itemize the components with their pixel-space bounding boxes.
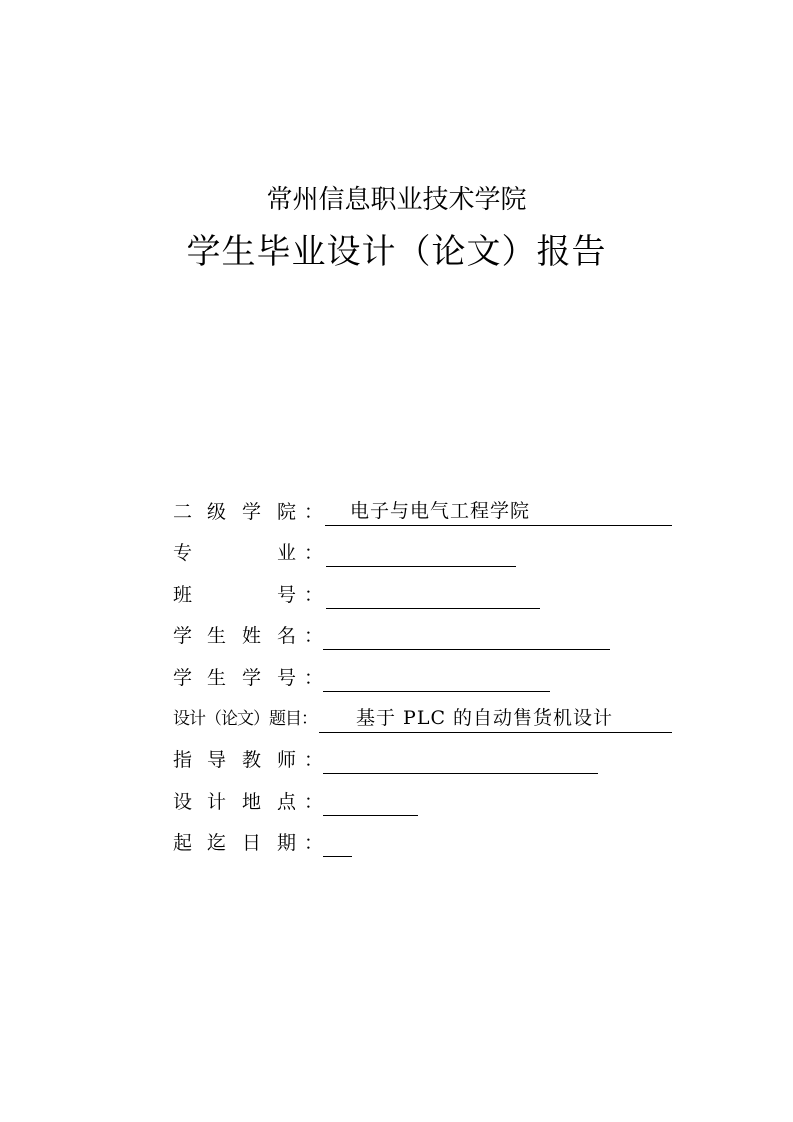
label-char: ： (304, 501, 324, 523)
label-char: 生 (207, 667, 227, 689)
location-field-line[interactable] (323, 788, 418, 816)
label-char: 起 (173, 832, 193, 854)
field-advisor (173, 746, 693, 774)
label-char: 学 (242, 501, 262, 523)
label-char: 业 (277, 542, 297, 564)
field-label (173, 788, 324, 816)
label-char: 专 (173, 542, 193, 564)
field-label (173, 539, 324, 567)
school-name: 常州信息职业技术学院 (266, 185, 527, 215)
label-char: 导 (207, 749, 227, 771)
label-char: 学 (242, 667, 262, 689)
field-major (173, 539, 693, 567)
label-char: 姓 (242, 625, 262, 647)
label-char: 地 (242, 791, 262, 813)
label-char: ： (304, 791, 324, 813)
label-char: 号 (277, 584, 297, 606)
field-topic (173, 705, 693, 733)
field-location (173, 788, 693, 816)
label-char: 点 (277, 791, 297, 813)
field-label (173, 622, 324, 650)
label-char: ： (304, 832, 324, 854)
label-char: 二 (173, 501, 193, 523)
topic-label: 设计（论文）题目： (173, 709, 317, 729)
report-title: 学生毕业设计（论文）报告 (186, 232, 607, 272)
major-field-line[interactable] (326, 539, 516, 567)
student-name-field-line[interactable] (323, 622, 610, 650)
field-label (173, 746, 324, 774)
field-college (173, 498, 693, 526)
label-char: ： (304, 749, 324, 771)
field-label (173, 829, 324, 857)
label-char: 学 (173, 667, 193, 689)
label-char: ： (304, 584, 324, 606)
label-char: 师 (277, 749, 297, 771)
label-char: 级 (207, 501, 227, 523)
label-char: 号 (277, 667, 297, 689)
class-field-line[interactable] (326, 581, 540, 609)
label-char: 计 (207, 791, 227, 813)
label-char: 设 (173, 791, 193, 813)
label-char: 迄 (207, 832, 227, 854)
field-student-id (173, 664, 693, 692)
label-char: 院 (277, 501, 297, 523)
label-char: 名 (277, 625, 297, 647)
field-class (173, 581, 693, 609)
label-char: ： (304, 667, 324, 689)
label-char: 生 (207, 625, 227, 647)
label-char: 教 (242, 749, 262, 771)
label-char: ： (304, 542, 324, 564)
advisor-field-line[interactable] (323, 746, 598, 774)
field-period (173, 829, 693, 857)
label-char: 班 (173, 584, 193, 606)
field-label (173, 498, 324, 526)
label-char: 期 (277, 832, 297, 854)
label-char: ： (304, 625, 324, 647)
period-field-line[interactable] (323, 829, 352, 857)
field-label (173, 664, 324, 692)
topic-value: 基于 PLC 的自动售货机设计 (356, 707, 614, 729)
field-student-name (173, 622, 693, 650)
college-value: 电子与电气工程学院 (350, 500, 531, 522)
label-char: 学 (173, 625, 193, 647)
label-char: 指 (173, 749, 193, 771)
field-label (173, 581, 324, 609)
student-id-field-line[interactable] (323, 664, 550, 692)
label-char: 日 (242, 832, 262, 854)
